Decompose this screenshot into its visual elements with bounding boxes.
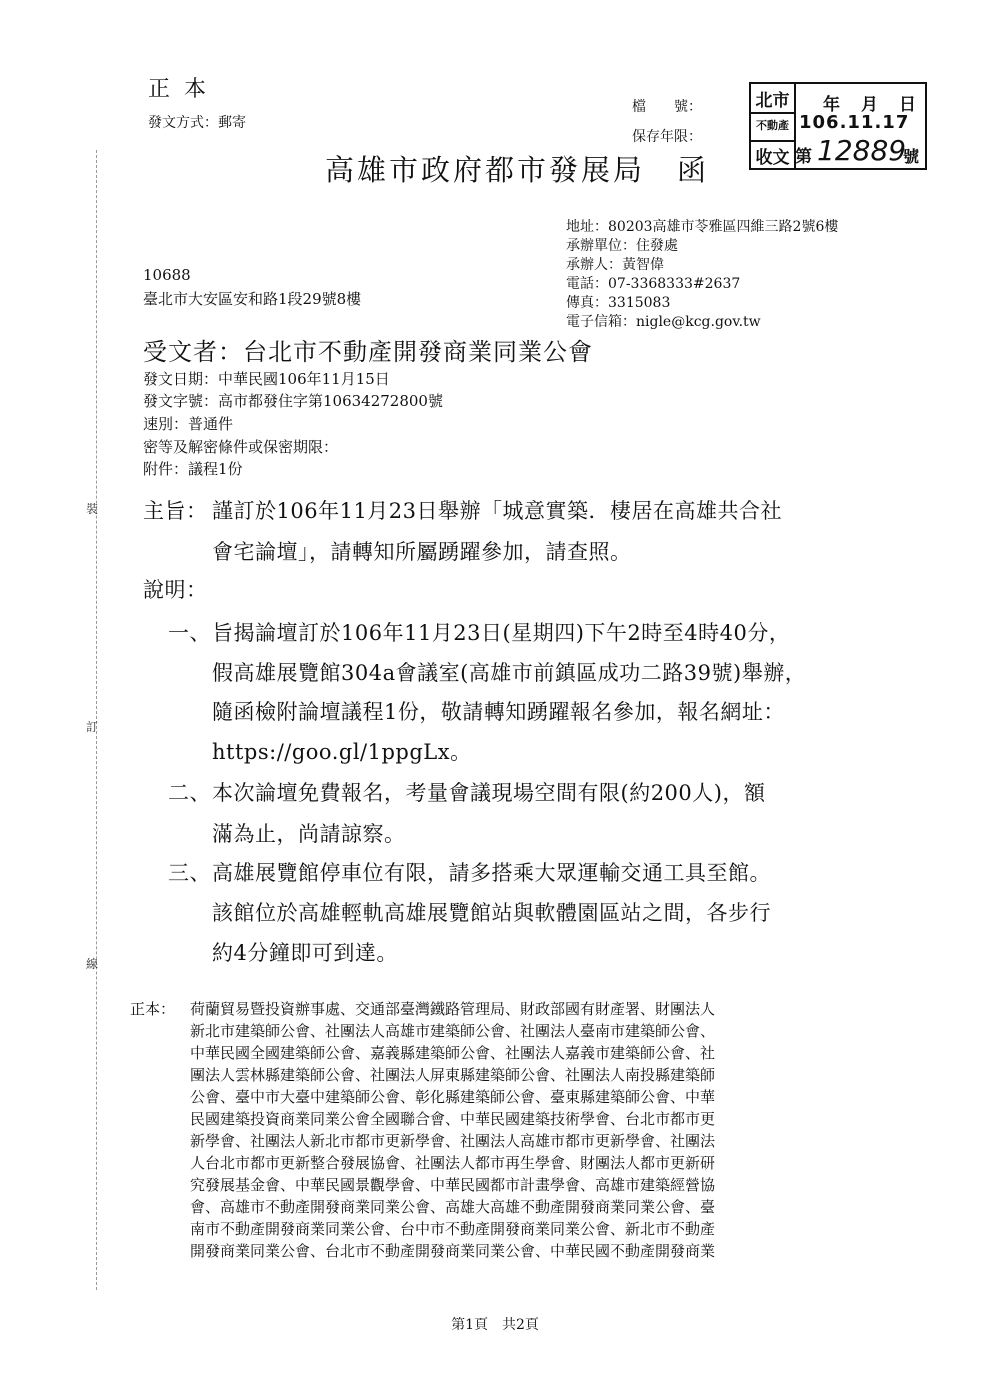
receiver-address: 臺北市大安區安和路1段29號8樓 xyxy=(143,290,362,308)
retention-label: 保存年限： xyxy=(632,129,702,145)
receipt-stamp xyxy=(749,82,927,170)
cc-line: 公會、臺中市大臺中建築師公會、彰化縣建築師公會、臺東縣建築師公會、中華 xyxy=(190,1088,716,1106)
security-level: 密等及解密條件或保密期限： xyxy=(143,438,339,456)
item-number: 三、 xyxy=(168,861,211,885)
cc-line: 新學會、社團法人新北市都市更新學會、社團法人高雄市都市更新學會、社團法 xyxy=(190,1132,716,1150)
explanation-label: 說明： xyxy=(143,578,208,602)
cc-line: 荷蘭貿易暨投資辦事處、交通部臺灣鐵路管理局、財政部國有財產署、財團法人 xyxy=(190,1000,716,1018)
subject-line: 會宅論壇」，請轉知所屬踴躍參加，請查照。 xyxy=(212,540,632,564)
cc-line: 人台北市都市更新整合發展協會、社團法人都市再生學會、財團法人都市更新研 xyxy=(190,1154,716,1172)
sender-unit: 承辦單位：住發處 xyxy=(566,238,678,254)
stamp-org-3: 收文 xyxy=(755,148,790,168)
binding-mark-zhuang: 裝 xyxy=(86,502,99,516)
item-line: 假高雄展覽館304a會議室(高雄市前鎮區成功二路39號)舉辦， xyxy=(212,661,807,685)
item-number: 二、 xyxy=(168,781,211,805)
stamp-no-suffix: 號 xyxy=(903,147,920,166)
page-footer: 第1頁 共2頁 xyxy=(451,1317,539,1333)
cc-line: 開發商業同業公會、台北市不動產開發商業同業公會、中華民國不動產開發商業 xyxy=(190,1242,716,1260)
binding-mark-xian: 線 xyxy=(86,957,99,971)
item-line: 該館位於高雄輕軌高雄展覽館站與軟體園區站之間，各步行 xyxy=(212,901,771,925)
subject-label: 主旨： xyxy=(143,499,208,523)
send-method: 發文方式：郵寄 xyxy=(148,115,246,131)
issue-date: 發文日期：中華民國106年11月15日 xyxy=(143,370,390,388)
item-line: 高雄展覽館停車位有限，請多搭乘大眾運輸交通工具至館。 xyxy=(212,861,771,885)
stamp-divider xyxy=(751,140,794,142)
stamp-org-2: 不動產 xyxy=(756,119,789,132)
cc-line: 團法人雲林縣建築師公會、社團法人屏東縣建築師公會、社團法人南投縣建築師 xyxy=(190,1066,716,1084)
cc-line: 究發展基金會、中華民國景觀學會、中華民國都市計畫學會、高雄市建築經營協 xyxy=(190,1176,716,1194)
recipient: 受文者：台北市不動產開發商業同業公會 xyxy=(143,338,593,366)
sender-handler: 承辦人：黃智偉 xyxy=(566,257,664,273)
sender-email: 電子信箱：nigle@kcg.gov.tw xyxy=(566,314,761,330)
cc-line: 民國建築投資商業同業公會全國聯合會、中華民國建築技術學會、台北市都市更 xyxy=(190,1110,716,1128)
stamp-org-1: 北市 xyxy=(755,91,790,111)
item-line: 旨揭論壇訂於106年11月23日(星期四)下午2時至4時40分， xyxy=(212,621,791,645)
item-number: 一、 xyxy=(168,621,211,645)
receiver-zip: 10688 xyxy=(143,266,191,284)
item-line: https://goo.gl/1ppgLx。 xyxy=(212,740,472,764)
cc-line: 新北市建築師公會、社團法人高雄市建築師公會、社團法人臺南市建築師公會、 xyxy=(190,1022,716,1040)
sender-address: 地址：80203高雄市苓雅區四維三路2號6樓 xyxy=(566,219,839,235)
stamp-no-prefix: 第 xyxy=(795,147,812,167)
cc-line: 中華民國全國建築師公會、嘉義縣建築師公會、社團法人嘉義市建築師公會、社 xyxy=(190,1044,716,1062)
cc-label: 正本： xyxy=(130,1000,176,1018)
item-line: 滿為止，尚請諒察。 xyxy=(212,822,406,846)
copy-label: 正本 xyxy=(148,77,221,102)
stamp-divider xyxy=(751,112,794,114)
file-number-label: 檔 號： xyxy=(632,99,702,115)
speed-class: 速別：普通件 xyxy=(143,415,234,433)
issue-number: 發文字號：高市都發住字第10634272800號 xyxy=(143,392,443,410)
stamp-date: 106.11.17 xyxy=(799,112,910,133)
stamp-number: 12889 xyxy=(817,134,907,167)
stamp-date-label: 年 月 日 xyxy=(823,95,918,115)
binding-mark-ding: 訂 xyxy=(86,720,99,734)
cc-line: 南市不動產開發商業同業公會、台中市不動產開發商業同業公會、新北市不動產 xyxy=(190,1220,716,1238)
cc-line: 會、高雄市不動產開發商業同業公會、高雄大高雄不動產開發商業同業公會、臺 xyxy=(190,1198,716,1216)
subject-line: 謹訂於106年11月23日舉辦「城意實築．棲居在高雄共合社 xyxy=(212,499,783,523)
document-title: 高雄市政府都市發展局 函 xyxy=(325,153,710,187)
sender-fax: 傳真：3315083 xyxy=(566,295,671,311)
sender-phone: 電話：07-3368333#2637 xyxy=(566,276,741,292)
item-line: 本次論壇免費報名，考量會議現場空間有限(約200人)，額 xyxy=(212,781,766,805)
item-line: 約4分鐘即可到達。 xyxy=(212,941,398,965)
attachment: 附件：議程1份 xyxy=(143,460,243,478)
item-line: 隨函檢附論壇議程1份，敬請轉知踴躍報名參加，報名網址： xyxy=(212,700,785,724)
